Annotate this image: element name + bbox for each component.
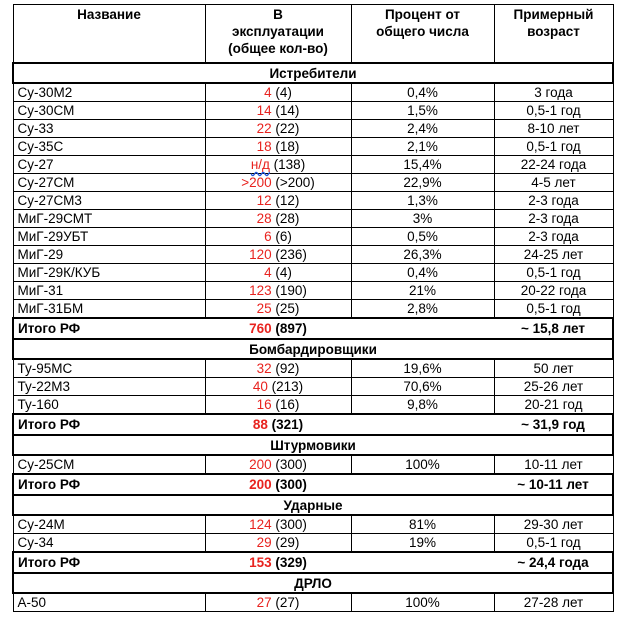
age-cell: 25-26 лет (494, 378, 613, 396)
age-cell: 0,5-1 год (494, 138, 613, 156)
active-count: 32 (256, 361, 272, 376)
count-cell (205, 192, 351, 210)
total-count: (27) (275, 595, 300, 610)
header-count-line2: эксплуатации (232, 24, 324, 39)
total-count: (300) (275, 457, 307, 472)
active-count: 28 (256, 211, 272, 226)
count-cell (205, 174, 351, 192)
table-row (13, 138, 613, 156)
total-count: (12) (275, 193, 300, 208)
count-cell (205, 210, 351, 228)
total-active-count: 760 (249, 321, 272, 336)
section-row (13, 435, 613, 455)
total-label: Итого РФ (13, 474, 205, 495)
header-age-line2: возраст (527, 24, 580, 39)
count-cell (205, 156, 351, 174)
total-age: ~ 15,8 лет (494, 318, 613, 339)
header-percent (351, 5, 494, 64)
aircraft-name: Су-35С (13, 138, 205, 156)
count-cell (205, 264, 351, 282)
total-active-count: 88 (252, 417, 268, 432)
aircraft-name: Су-34 (13, 534, 205, 553)
count-cell (205, 246, 351, 264)
header-percent-line2: общего числа (376, 24, 469, 39)
total-percent-cell (351, 474, 494, 495)
aircraft-name: Ту-22М3 (13, 378, 205, 396)
active-count: 22 (256, 121, 272, 136)
aircraft-name: Су-27СМ (13, 174, 205, 192)
total-count-cell (205, 318, 351, 339)
percent-cell: 2,1% (351, 138, 494, 156)
active-count: 40 (252, 379, 268, 394)
table-row (13, 282, 613, 300)
count-cell (205, 593, 351, 612)
aircraft-name: МиГ-31БМ (13, 300, 205, 319)
total-count: (>200) (275, 175, 315, 190)
section-title: Штурмовики (13, 435, 613, 455)
section-title: Ударные (13, 495, 613, 515)
age-cell: 0,5-1 год (494, 300, 613, 319)
table-row (13, 396, 613, 415)
active-count: 123 (249, 283, 272, 298)
active-count: 120 (249, 247, 272, 262)
percent-cell: 0,4% (351, 83, 494, 102)
percent-cell: 19,6% (351, 359, 494, 378)
count-cell (205, 282, 351, 300)
count-cell (205, 83, 351, 102)
header-row (13, 5, 613, 64)
aircraft-name: МиГ-31 (13, 282, 205, 300)
aircraft-name: Су-25СМ (13, 455, 205, 474)
percent-cell: 9,8% (351, 396, 494, 415)
percent-cell: 0,5% (351, 228, 494, 246)
percent-cell: 3% (351, 210, 494, 228)
percent-cell: 2,8% (351, 300, 494, 319)
total-age: ~ 10-11 лет (494, 474, 613, 495)
age-cell: 10-11 лет (494, 455, 613, 474)
total-count-cell (205, 474, 351, 495)
total-count: (16) (275, 397, 300, 412)
table-row (13, 83, 613, 102)
age-cell: 2-3 года (494, 228, 613, 246)
section-title: ДРЛО (13, 573, 613, 593)
total-percent-cell (351, 318, 494, 339)
active-count: 25 (256, 301, 272, 316)
table-row (13, 534, 613, 553)
header-percent-line1: Процент от (384, 7, 461, 22)
table-row (13, 228, 613, 246)
percent-cell: 0,4% (351, 264, 494, 282)
total-count: (138) (273, 157, 306, 172)
percent-cell: 26,3% (351, 246, 494, 264)
section-row (13, 573, 613, 593)
total-overall-count: (329) (275, 555, 307, 570)
total-count: (4) (275, 265, 292, 280)
active-count: 29 (256, 535, 272, 550)
total-label: Итого РФ (13, 318, 205, 339)
count-cell (205, 120, 351, 138)
table-body (13, 63, 613, 612)
age-cell: 50 лет (494, 359, 613, 378)
count-cell (205, 228, 351, 246)
total-count: (6) (275, 229, 292, 244)
percent-cell: 100% (351, 593, 494, 612)
active-count: 14 (256, 103, 272, 118)
percent-cell: 100% (351, 455, 494, 474)
age-cell: 0,5-1 год (494, 534, 613, 553)
age-cell: 0,5-1 год (494, 264, 613, 282)
count-cell (205, 396, 351, 415)
percent-cell: 2,4% (351, 120, 494, 138)
active-count: 27 (256, 595, 272, 610)
total-overall-count: (321) (271, 417, 304, 432)
total-row (13, 552, 613, 573)
active-count: 16 (256, 397, 272, 412)
age-cell: 24-25 лет (494, 246, 613, 264)
aircraft-name: МиГ-29К/КУБ (13, 264, 205, 282)
active-count: 6 (264, 229, 272, 244)
total-count: (18) (275, 139, 300, 154)
total-count-cell (205, 414, 351, 435)
age-cell: 27-28 лет (494, 593, 613, 612)
aircraft-name: Су-30СМ (13, 102, 205, 120)
table-row (13, 593, 613, 612)
section-title: Бомбардировщики (13, 339, 613, 359)
total-row (13, 414, 613, 435)
percent-cell: 1,5% (351, 102, 494, 120)
header-count-line1: В (273, 7, 283, 22)
total-overall-count: (300) (275, 477, 307, 492)
percent-cell: 19% (351, 534, 494, 553)
total-count: (213) (271, 379, 304, 394)
count-cell (205, 359, 351, 378)
total-overall-count: (897) (275, 321, 307, 336)
total-age: ~ 31,9 год (494, 414, 613, 435)
percent-cell: 70,6% (351, 378, 494, 396)
active-count: 12 (256, 193, 272, 208)
age-cell: 2-3 года (494, 192, 613, 210)
total-count: (92) (275, 361, 300, 376)
aircraft-name: МиГ-29 (13, 246, 205, 264)
table-row (13, 300, 613, 319)
section-row (13, 495, 613, 515)
total-percent-cell (351, 414, 494, 435)
total-count: (190) (275, 283, 307, 298)
table-row (13, 120, 613, 138)
active-count: 124 (249, 517, 272, 532)
aircraft-name: Су-30М2 (13, 83, 205, 102)
active-count: н/д (250, 157, 270, 172)
table-row (13, 174, 613, 192)
aircraft-name: Су-24М (13, 515, 205, 534)
age-cell: 3 года (494, 83, 613, 102)
count-cell (205, 102, 351, 120)
table-row (13, 264, 613, 282)
total-count-cell (205, 552, 351, 573)
total-count: (22) (275, 121, 300, 136)
age-cell: 20-22 года (494, 282, 613, 300)
total-active-count: 153 (249, 555, 272, 570)
active-count: 18 (256, 139, 272, 154)
table-row (13, 210, 613, 228)
active-count: >200 (241, 175, 272, 190)
table-row (13, 192, 613, 210)
total-active-count: 200 (249, 477, 272, 492)
aircraft-name: Ту-95МС (13, 359, 205, 378)
aircraft-name: А-50 (13, 593, 205, 612)
header-age-line1: Примерный (513, 7, 594, 22)
total-count: (4) (275, 85, 292, 100)
age-cell: 0,5-1 год (494, 102, 613, 120)
total-count: (236) (275, 247, 307, 262)
count-cell (205, 300, 351, 319)
section-row (13, 63, 613, 83)
total-row (13, 318, 613, 339)
table-row (13, 515, 613, 534)
age-cell: 20-21 год (494, 396, 613, 415)
table-row (13, 455, 613, 474)
percent-cell: 1,3% (351, 192, 494, 210)
total-count: (300) (275, 517, 307, 532)
age-cell: 22-24 года (494, 156, 613, 174)
count-cell (205, 138, 351, 156)
aircraft-table (12, 4, 614, 612)
active-count: 4 (264, 265, 272, 280)
age-cell: 8-10 лет (494, 120, 613, 138)
age-cell: 29-30 лет (494, 515, 613, 534)
count-cell (205, 534, 351, 553)
count-cell (205, 515, 351, 534)
total-count: (28) (275, 211, 300, 226)
table-row (13, 156, 613, 174)
aircraft-name: Су-27СМ3 (13, 192, 205, 210)
section-title: Истребители (13, 63, 613, 83)
percent-cell: 81% (351, 515, 494, 534)
header-age (494, 5, 613, 64)
percent-cell: 21% (351, 282, 494, 300)
total-label: Итого РФ (13, 414, 205, 435)
table-row (13, 378, 613, 396)
count-cell (205, 378, 351, 396)
total-count: (14) (275, 103, 300, 118)
header-name: Название (13, 5, 205, 64)
total-label: Итого РФ (13, 552, 205, 573)
total-age: ~ 24,4 года (494, 552, 613, 573)
aircraft-name: МиГ-29УБТ (13, 228, 205, 246)
aircraft-name: Ту-160 (13, 396, 205, 415)
section-row (13, 339, 613, 359)
header-count-line3: (общее кол-во) (228, 41, 328, 56)
total-percent-cell (351, 552, 494, 573)
table-row (13, 246, 613, 264)
total-row (13, 474, 613, 495)
age-cell: 2-3 года (494, 210, 613, 228)
active-count: 200 (249, 457, 272, 472)
aircraft-name: Су-33 (13, 120, 205, 138)
aircraft-name: Су-27 (13, 156, 205, 174)
percent-cell: 15,4% (351, 156, 494, 174)
percent-cell: 22,9% (351, 174, 494, 192)
count-cell (205, 455, 351, 474)
header-count (205, 5, 351, 64)
aircraft-name: МиГ-29СМТ (13, 210, 205, 228)
table-row (13, 102, 613, 120)
age-cell: 4-5 лет (494, 174, 613, 192)
active-count: 4 (264, 85, 272, 100)
table-row (13, 359, 613, 378)
total-count: (29) (275, 535, 300, 550)
total-count: (25) (275, 301, 300, 316)
